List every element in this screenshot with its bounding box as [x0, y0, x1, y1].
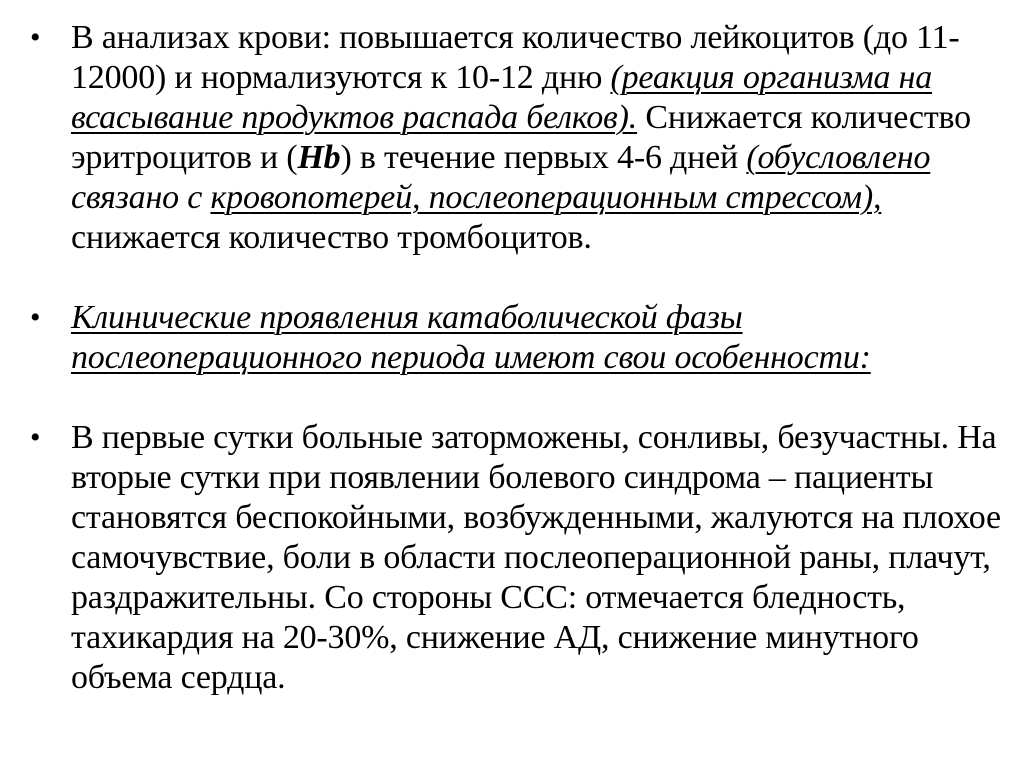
bullet-text — [71, 418, 1006, 698]
text-run-emphasis: всасывание продуктов распада белков). — [71, 99, 638, 136]
bullet-text — [71, 18, 1006, 258]
text-run: В первые сутки больные заторможены, сонливы, безучастны. На вторые сутки при появлении болевого синдрома – пациенты становятся беспокойными, возбужденными, жалуются на плохое самочувствие, боли в области послеоперационной раны, плачут, раздражительны. Со стороны ССС: отмечается бледность, тахикардия на 20-30%, снижение АД, снижение минутного объема сердца. — [71, 419, 1001, 696]
text-run: Снижается количество эритроцитов и ( — [71, 99, 971, 176]
text-run: снижается количество тромбоцитов. — [71, 219, 592, 256]
bullet-text — [71, 298, 1006, 378]
bullet-dot-icon: • — [30, 421, 41, 454]
text-run-emphasis: (обусловлено — [746, 139, 931, 176]
text-run-hb: Hb — [297, 139, 341, 176]
bullet-dot-icon: • — [30, 301, 41, 334]
text-run: В анализах крови: повышается количество лейкоцитов (до 11-12000) и нормализуются к 10-12 дню — [71, 19, 960, 96]
text-run-emphasis: Клинические проявления катаболической фазы послеоперационного периода имеют свои особенности: — [71, 299, 871, 376]
bullet-dot-icon: • — [30, 21, 41, 54]
text-run: ) в течение первых 4-6 дней — [340, 139, 747, 176]
text-run-emphasis: (реакция организма на — [610, 59, 933, 96]
text-run-emphasis: кровопотерей, послеоперационным стрессом), — [210, 179, 882, 216]
text-run-italic: связано с — [71, 179, 211, 216]
